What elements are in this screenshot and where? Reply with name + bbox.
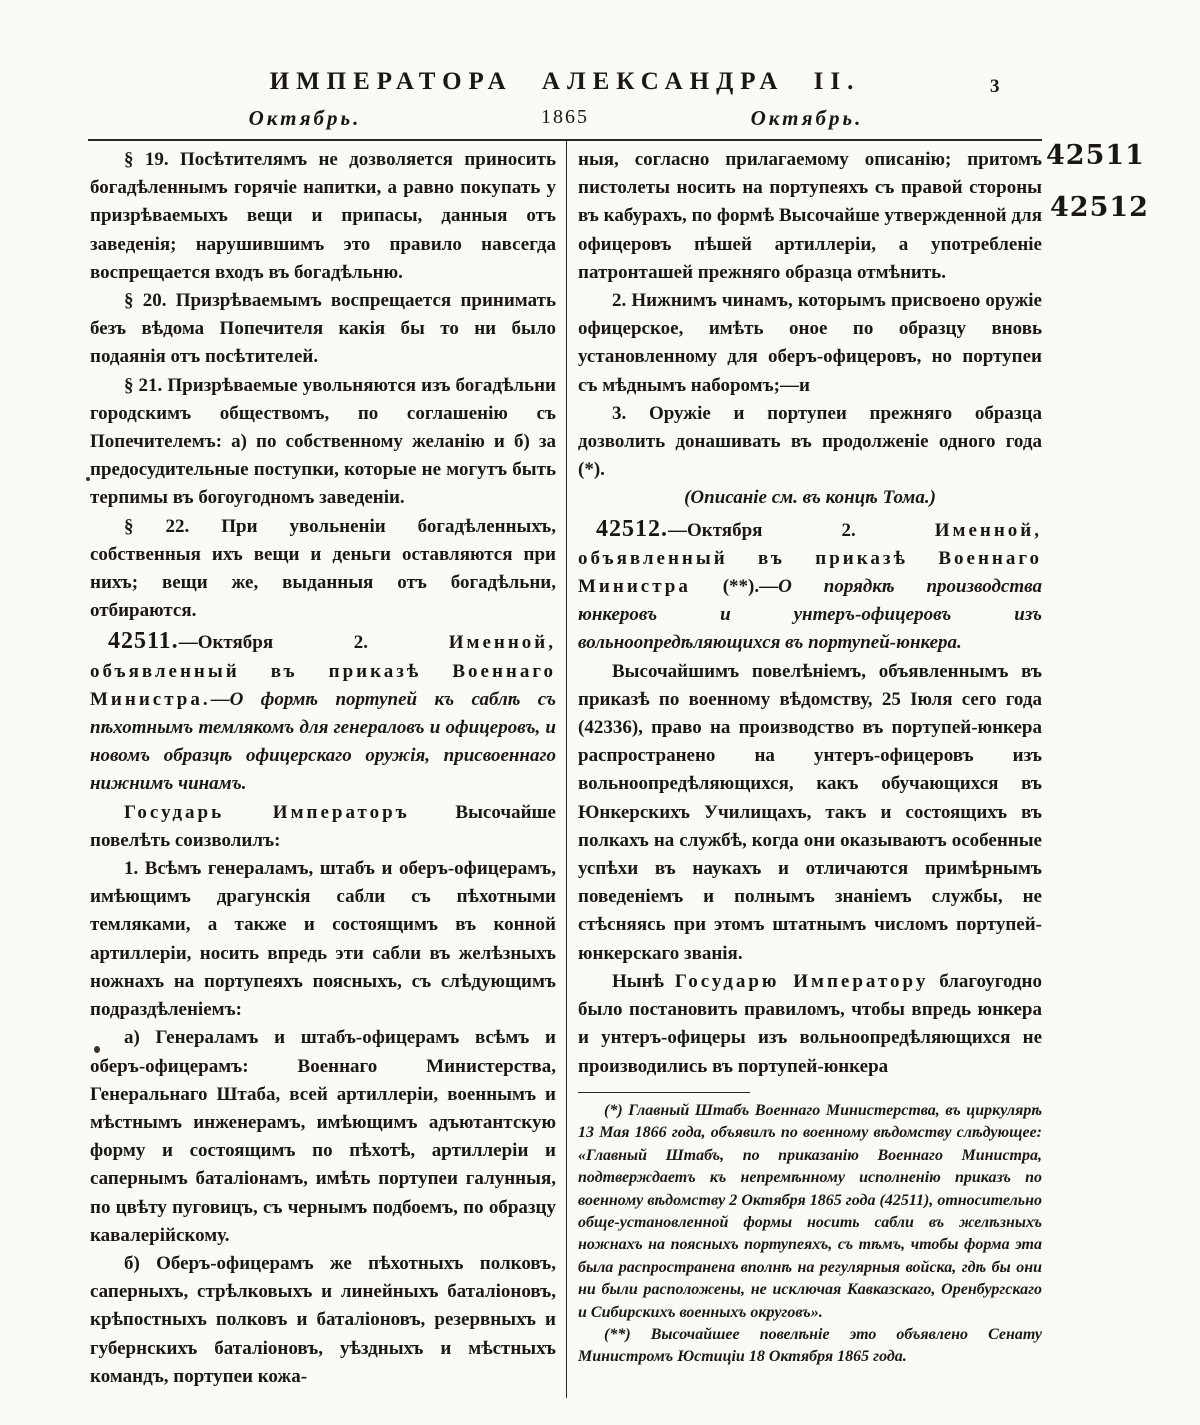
page-number: 3 [990,76,1000,97]
footnotes-block [578,1092,1042,1404]
text-segment-spaced: Именной, объявленный въ приказѣ Военнаго Министра. [90,632,556,710]
entry-42511-item-b-continuation [578,146,1042,287]
text-segment-normal: — [210,688,230,710]
text-segment-normal: —Октября 2. [178,632,449,654]
ink-speck [94,1046,100,1053]
text-segment-normal: а) Генераламъ и штабъ-офицерамъ всѣмъ и оберъ-офицерамъ: Военнаго Министерства, Генеральнаго Штаба, всей артиллеріи, военнымъ и мѣстнымъ инженерамъ, имѣющимъ адъютантскую форму и состоящимъ по пѣхотѣ, артиллеріи и сапернымъ баталіонамъ, имѣть портупеи галунныя, по цвѣту пуговицъ, съ чернымъ подбоемъ, по образцу кавалерійскому. [90,1027,556,1246]
text-segment-italic: (Описаніе см. въ концѣ Тома.) [684,487,936,509]
text-segment-normal: благоугодно было постановить правиломъ, чтобы впредь юнкера и унтеръ-офицеры изъ вольноопредѣляющихся не производились въ портупей-юнкера [578,970,1042,1077]
header-rule [88,139,1042,141]
margin-entry-number-42512: 42512 [1050,192,1149,223]
section-19 [90,146,556,287]
text-segment-normal: Высочайшимъ повелѣніемъ, объявленнымъ въ приказѣ по военному вѣдомству, 25 Іюля сего года (42336), право на производство въ портупей-юнкера распространено на унтеръ-офицеровъ изъ вольноопредѣляющихся, какъ обучающихся въ Юнкерскихъ Училищахъ, такъ и состоящихъ въ полкахъ на службѣ, когда они оказываютъ особенные успѣхи въ наукахъ и отличаются примѣрнымъ поведеніемъ и полнымъ знаніемъ службы, не стѣсняясь при этомъ штатнымъ числомъ портупей-юнкерскаго званія. [578,660,1042,964]
text-segment-normal: (**).— [690,576,779,598]
footnote-2 [578,1324,1042,1369]
entry-42512-body-1 [578,658,1042,968]
text-segment-normal: Призрѣваемые увольняются изъ богадѣльни городскимъ обществомъ, по соглашенію съ Попечителемъ: а) по собственному желанію и б) за предосудительные поступки, которые не могутъ быть терпимы въ богоугодномъ заведеніи. [90,374,556,509]
text-segment-normal: 1. Всѣмъ генераламъ, штабъ и оберъ-офицерамъ, имѣющимъ драгунскія сабли съ пѣхотными темляками, а также и состоящимъ въ конной артиллеріи, носить впредь эти сабли въ желѣзныхъ ножнахъ на портупеяхъ поясныхъ, съ слѣдующимъ подраздѣленіемъ: [90,858,556,1021]
text-segment-spaced: Государь Императоръ [124,801,410,823]
entry-42511-preamble [90,799,556,855]
running-head-year: 1865 [541,106,589,128]
text-segment-bold: § 20. [124,290,167,312]
text-segment-normal: б) Оберъ-офицерамъ же пѣхотныхъ полковъ, саперныхъ, стрѣлковыхъ и линейныхъ баталіоновъ, крѣпостныхъ полковъ и баталіоновъ, резервныхъ и губернскихъ баталіоновъ, уѣздныхъ и мѣстныхъ командъ, портупеи кожа- [90,1252,556,1387]
margin-entry-number-42511: 42511 [1046,140,1145,171]
section-22 [90,513,556,626]
ink-speck [86,477,90,481]
section-21 [90,372,556,513]
entry-42511-item-2 [578,287,1042,400]
text-segment-normal: (*) Главный Штабъ Военнаго Министерства, въ циркулярѣ 13 Мая 1866 года, объявилъ по военному вѣдомству слѣдующее: «Главный Штабъ, по приказанію Военнаго Министра, подтверждаетъ къ непремѣнному исполненію приказъ по военному вѣдомству 2 Октября 1865 года (42511), относительно обще-установленной формы носить сабли въ желѣзныхъ ножнахъ на поясныхъ портупеяхъ, съ тѣмъ, чтобы форма эта была распространена вполнѣ на регулярныя войска, гдѣ бы они ни были расположены, не исключая Кавказскаго, Оренбургскаго и Сибирскихъ военныхъ округовъ». [578,1102,1042,1321]
text-segment-normal: —Октября 2. [668,519,935,541]
text-segment-normal: Нынѣ [612,970,675,992]
text-segment-num: 42512. [596,515,668,542]
left-column [90,146,556,1398]
text-segment-normal: При увольненіи богадѣленныхъ, собственныя ихъ вещи и деньги оставляются при нихъ; вещи же, выданныя отъ богадѣльни, отбираются. [90,515,556,622]
text-segment-italic: О формѣ портупей къ саблѣ съ пѣхотнымъ темлякомъ для генераловъ и офицеровъ, и новомъ образцѣ офицерскаго оружія, присвоеннаго нижнимъ чинамъ. [90,688,556,795]
text-segment-normal: Посѣтителямъ не дозволяется приносить богадѣленнымъ горячіе напитки, а равно покупать у призрѣваемыхъ вещи и припасы, данныя отъ заведенія; нарушившимъ это правило навсегда воспрещается входъ въ богадѣльню. [90,149,556,283]
description-note [578,484,1042,512]
text-segment-normal: Высочайше повелѣть соизволилъ: [90,801,556,851]
right-column [578,146,1042,1086]
footnote-1 [578,1100,1042,1324]
entry-42511-item-3 [578,400,1042,485]
entry-42511-item-b [90,1250,556,1391]
entry-42512-heading [578,515,1042,658]
column-divider [566,139,567,1398]
entry-42511-item-1 [90,855,556,1024]
text-segment-normal: (**) Высочайшее повелѣніе это объявлено Сенату Министромъ Юстиціи 18 Октября 1865 года. [578,1326,1042,1366]
text-segment-num: 42511. [108,628,179,655]
entry-42511-item-a [90,1024,556,1250]
text-segment-normal: 3. Оружіе и портупеи прежняго образца дозволить донашивать въ продолженіе одного года (*). [578,402,1042,481]
entry-42512-body-2 [578,968,1042,1081]
text-segment-normal: 2. Нижнимъ чинамъ, которымъ присвоено оружіе офицерское, имѣть оное по образцу вновь установленному для оберъ-офицеровъ, но портупеи съ мѣднымъ наборомъ;—и [578,290,1042,396]
footnote-rule [578,1092,750,1093]
text-segment-normal: Призрѣваемымъ воспрещается принимать безъ вѣдома Попечителя какія бы то ни было подаянія отъ посѣтителей. [90,290,556,368]
text-segment-bold: § 19. [124,149,169,170]
text-segment-bold: § 21. [124,374,163,396]
text-segment-normal: ныя, согласно прилагаемому описанію; притомъ пистолеты носить на портупеяхъ съ правой стороны въ кабурахъ, по формѣ Высочайше утвержденной для офицеровъ пѣшей артиллеріи, а употребленіе патронташей прежняго образца отмѣнить. [578,149,1042,283]
text-segment-spaced: Государю Императору [674,970,929,992]
page-title: ИМПЕРАТОРА АЛЕКСАНДРА II. [269,68,861,95]
text-segment-spaced: Именной, объявленный въ приказѣ Военнаго Министра [578,519,1042,598]
section-20 [90,287,556,372]
text-segment-italic: О порядкѣ производства юнкеровъ и унтеръ-офицеровъ изъ вольноопредѣляющихся въ портупей-юнкера. [578,576,1042,654]
entry-42511-heading [90,627,556,798]
running-head-month-right: Октябрь. [750,106,864,130]
running-head-month-left: Октябрь. [248,106,362,130]
text-segment-bold: § 22. [124,515,190,537]
